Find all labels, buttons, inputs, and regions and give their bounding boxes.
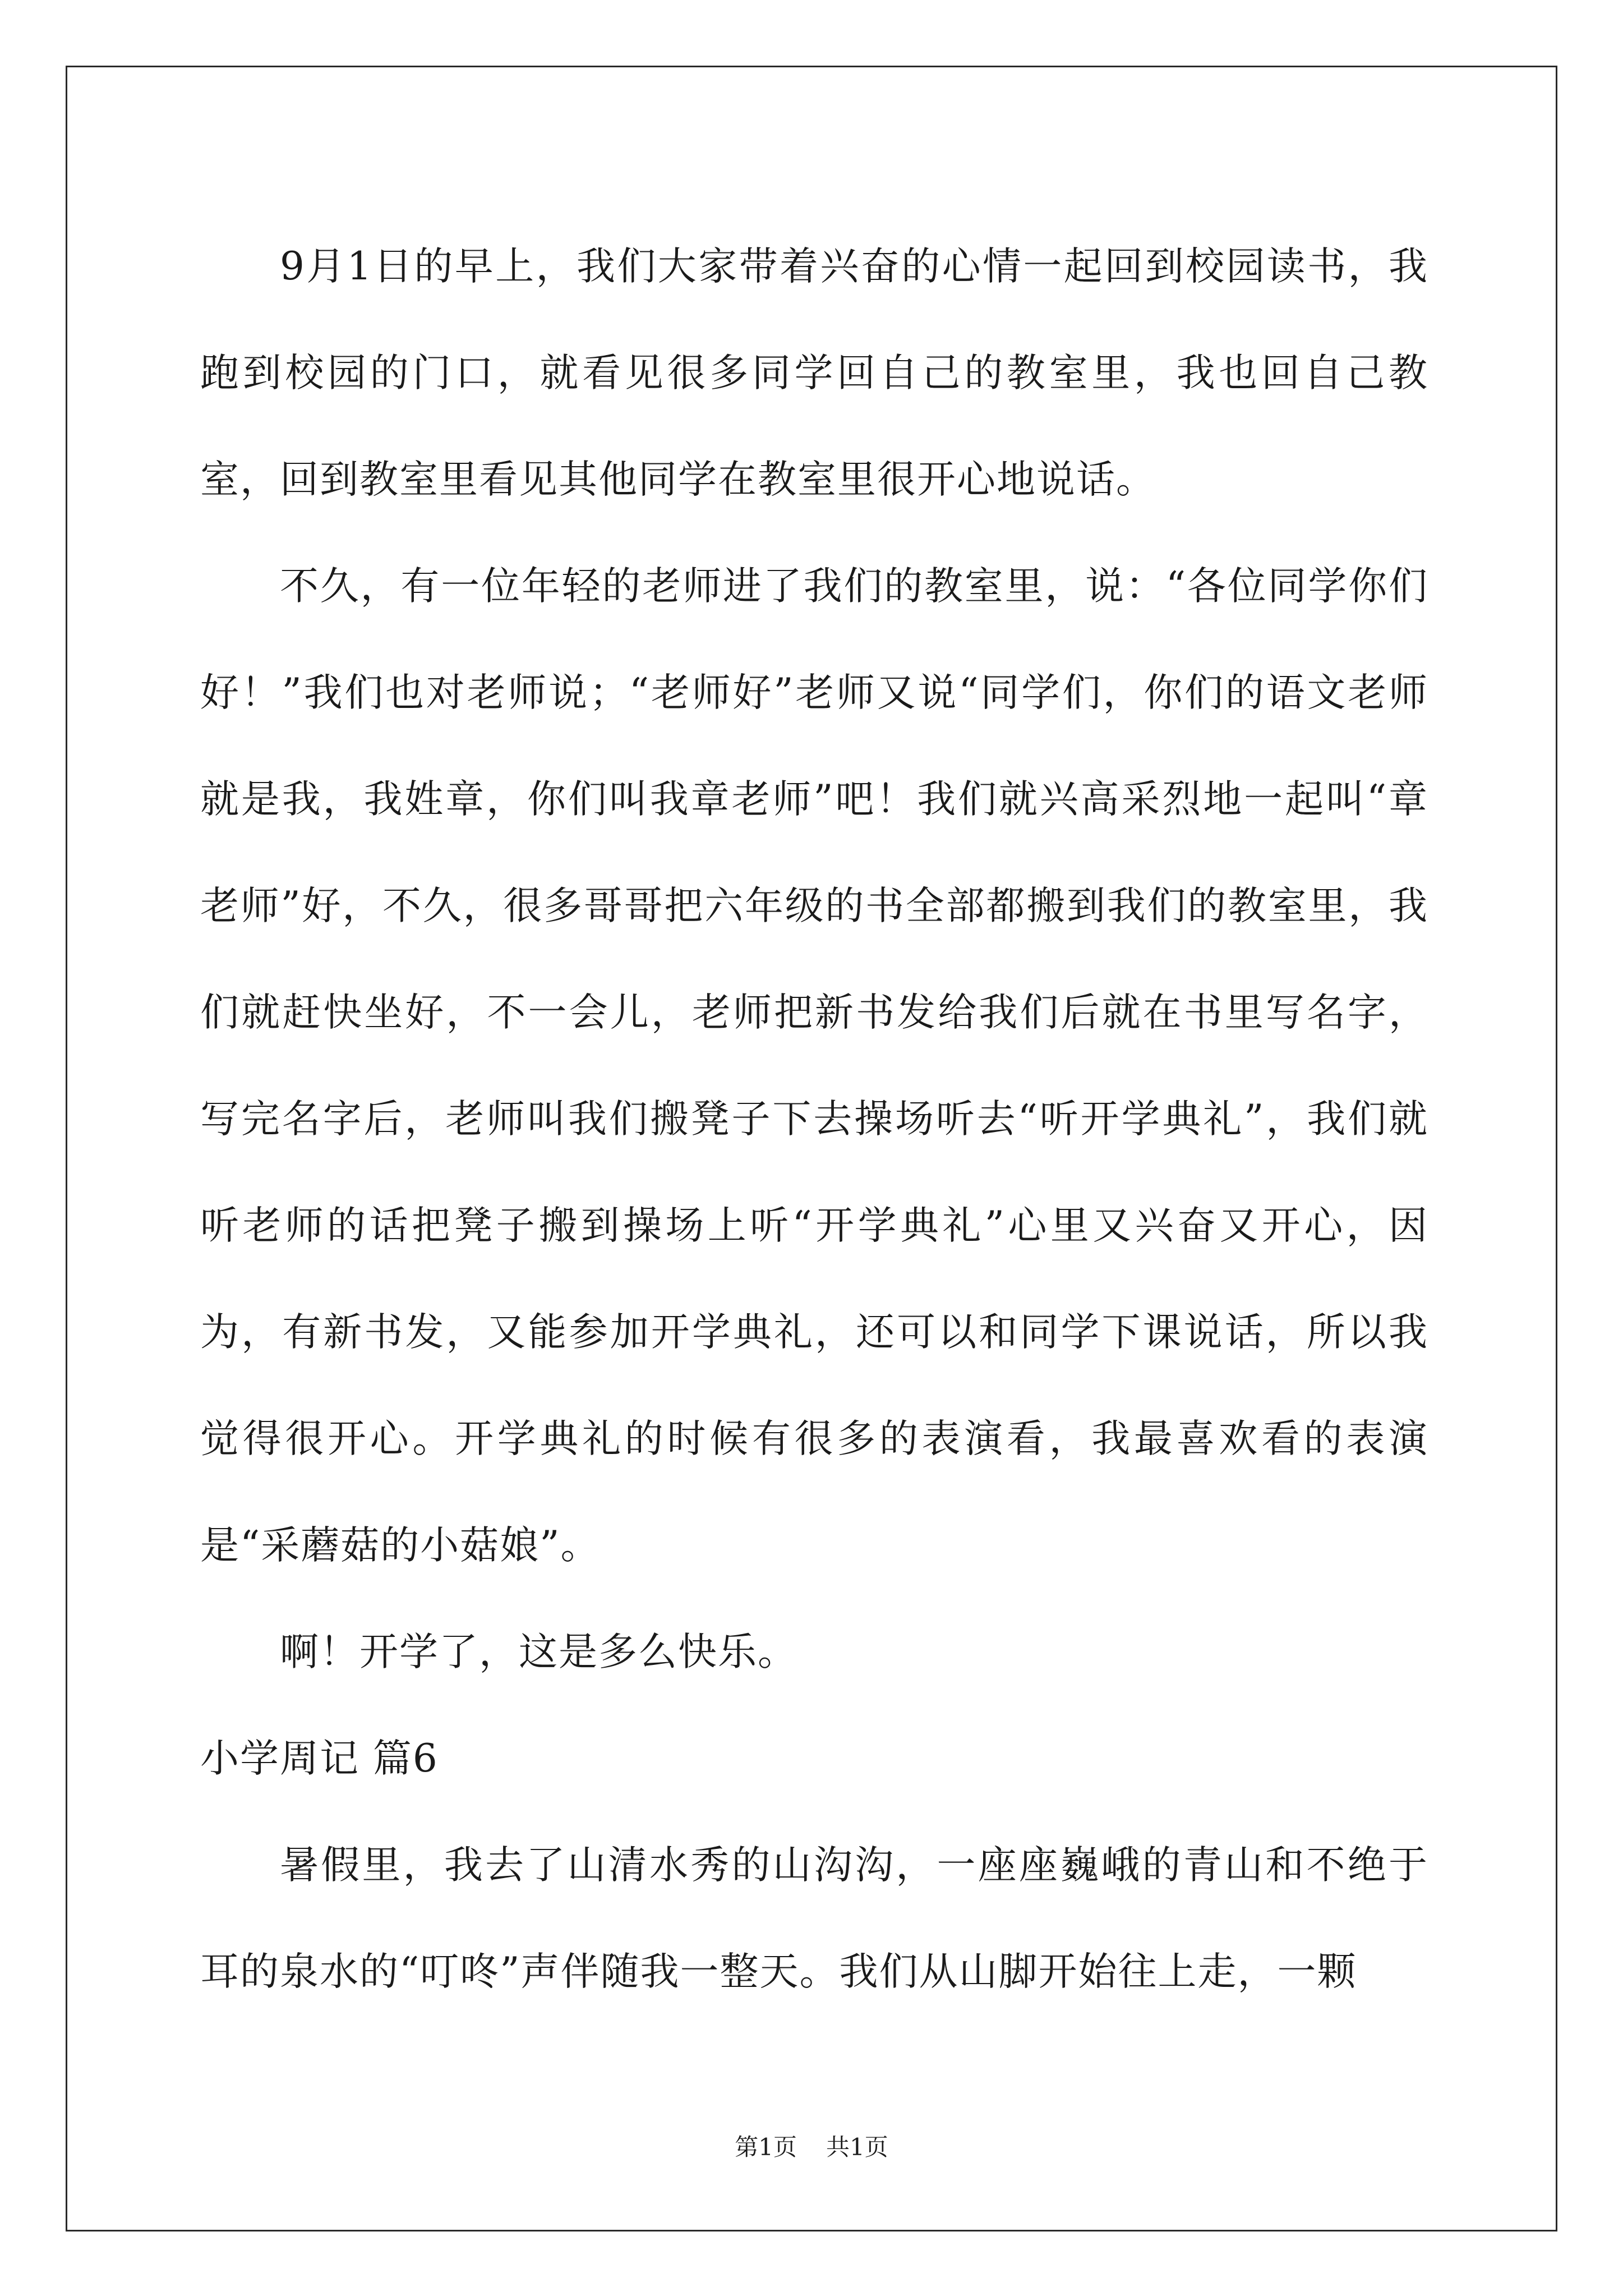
page-number: 第1页 <box>735 2133 797 2161</box>
document-body <box>200 213 1428 2025</box>
paragraph-new-teacher: 不久，有一位年轻的老师进了我们的教室里，说：“各位同学你们好！”我们也对老师说；“老师好”老师又说“同学们，你们的语文老师就是我，我姓章，你们叫我章老师”吧！我们就兴高采烈地一起叫“章老师”好，不久，很多哥哥把六年级的书全部都搬到我们的教室里，我们就赶快坐好，不一会儿，老师把新书发给我们后就在书里写名字，写完名字后，老师叫我们搬凳子下去操场听去“听开学典礼”，我们就听老师的话把凳子搬到操场上听“开学典礼”心里又兴奋又开心，因为，有新书发，又能参加开学典礼，还可以和同学下课说话，所以我觉得很开心。开学典礼的时候有很多的表演看，我最喜欢看的表演是“采蘑菇的小菇娘”。 <box>200 564 1428 1568</box>
paragraph-summer: 暑假里，我去了山清水秀的山沟沟，一座座巍峨的青山和不绝于耳的泉水的“叮咚”声伴随我一整天。我们从山脚开始往上走，一颗 <box>200 1843 1428 1994</box>
paragraph-school-day: 9月1日的早上，我们大家带着兴奋的心情一起回到校园读书，我跑到校园的门口，就看见很多同学回自己的教室里，我也回自己教室，回到教室里看见其他同学在教室里很开心地说话。 <box>200 244 1428 502</box>
section-heading: 小学周记 篇6 <box>200 1736 439 1781</box>
paragraph-conclusion: 啊！开学了，这是多么快乐。 <box>280 1630 797 1674</box>
page-footer <box>0 2131 1623 2164</box>
page-total: 共1页 <box>826 2133 888 2161</box>
